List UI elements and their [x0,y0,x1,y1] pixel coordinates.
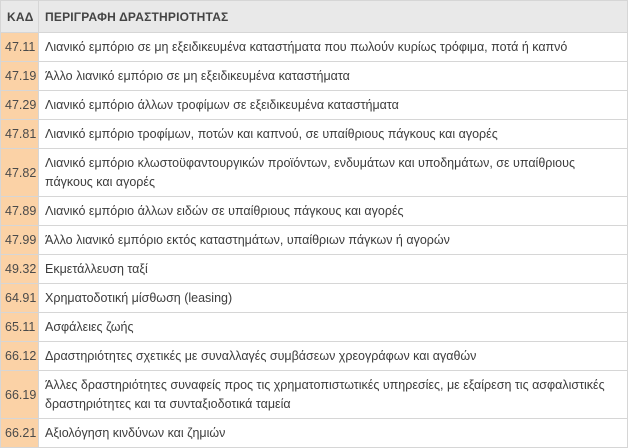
table-row [1,419,628,448]
header-row [1,1,628,33]
kad-code: 64.91 [1,284,39,313]
activity-description: Άλλο λιανικό εμπόριο σε μη εξειδικευμένα καταστήματα [39,62,628,91]
activity-description: Άλλο λιανικό εμπόριο εκτός καταστημάτων, υπαίθριων πάγκων ή αγορών [39,226,628,255]
kad-code: 47.89 [1,197,39,226]
header-code: ΚΑΔ [1,1,39,33]
table-row [1,149,628,197]
kad-code: 47.29 [1,91,39,120]
kad-code: 47.81 [1,120,39,149]
activity-description: Χρηματοδοτική μίσθωση (leasing) [39,284,628,313]
kad-code: 47.19 [1,62,39,91]
table-row [1,371,628,419]
kad-code: 65.11 [1,313,39,342]
activity-description: Εκμετάλλευση ταξί [39,255,628,284]
table-row [1,62,628,91]
activity-description: Λιανικό εμπόριο άλλων ειδών σε υπαίθριους πάγκους και αγορές [39,197,628,226]
kad-code: 47.82 [1,149,39,197]
table-row [1,120,628,149]
activity-description: Λιανικό εμπόριο τροφίμων, ποτών και καπνού, σε υπαίθριους πάγκους και αγορές [39,120,628,149]
table-row [1,284,628,313]
activity-description: Ασφάλειες ζωής [39,313,628,342]
table-row [1,342,628,371]
kad-code: 66.12 [1,342,39,371]
table-row [1,91,628,120]
activity-description: Δραστηριότητες σχετικές με συναλλαγές συμβάσεων χρεογράφων και αγαθών [39,342,628,371]
activity-description: Λιανικό εμπόριο άλλων τροφίμων σε εξειδικευμένα καταστήματα [39,91,628,120]
activity-description: Λιανικό εμπόριο κλωστοϋφαντουργικών προϊόντων, ενδυμάτων και υποδημάτων, σε υπαίθριους πάγκους και αγορές [39,149,628,197]
activity-description: Αξιολόγηση κινδύνων και ζημιών [39,419,628,448]
table-row [1,226,628,255]
activity-description: Λιανικό εμπόριο σε μη εξειδικευμένα καταστήματα που πωλούν κυρίως τρόφιμα, ποτά ή καπνό [39,33,628,62]
header-description: ΠΕΡΙΓΡΑΦΗ ΔΡΑΣΤΗΡΙΟΤΗΤΑΣ [39,1,628,33]
table-row [1,197,628,226]
kad-code: 66.21 [1,419,39,448]
table-row [1,33,628,62]
kad-code: 49.32 [1,255,39,284]
kad-code: 47.11 [1,33,39,62]
kad-code: 66.19 [1,371,39,419]
activity-description: Άλλες δραστηριότητες συναφείς προς τις χρηματοπιστωτικές υπηρεσίες, με εξαίρεση τις ασφαλιστικές δραστηριότητες και τα συνταξιοδοτικά ταμεία [39,371,628,419]
table-row [1,313,628,342]
table-header [1,1,628,33]
table-body [1,33,628,448]
kad-code: 47.99 [1,226,39,255]
table-row [1,255,628,284]
